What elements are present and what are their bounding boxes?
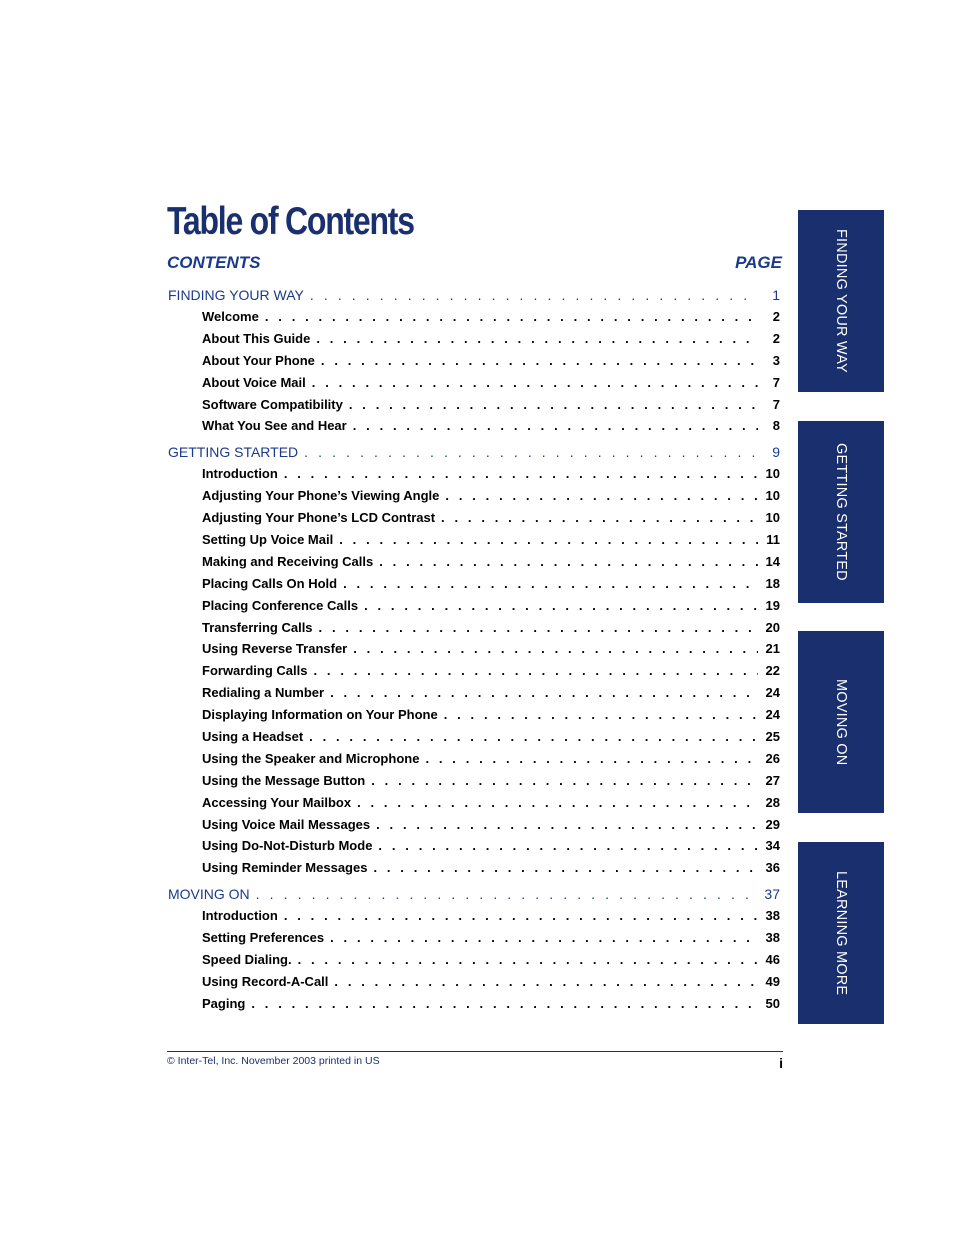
toc-entry-label: Welcome (202, 309, 259, 324)
toc-entry-label: Redialing a Number (202, 685, 325, 701)
toc-entry-page: 36 (765, 860, 780, 876)
tab-label: GETTING STARTED (833, 443, 849, 581)
toc-entry-label: Using Reverse Transfer (202, 641, 348, 657)
toc-entry[interactable] (167, 974, 781, 996)
toc-entry-label: Making and Receiving Calls (202, 553, 374, 569)
toc-entry[interactable] (167, 860, 781, 882)
dot-leader (349, 397, 758, 412)
dot-leader (251, 996, 758, 1011)
toc-entry-label: Using the Speaker and Microphone (202, 750, 420, 766)
toc-entry-label: About Your Phone (202, 352, 315, 368)
toc-entry-page: 50 (765, 995, 780, 1011)
toc-entry-label: Using Voice Mail Messages (202, 816, 371, 832)
toc-entry-label: Using a Headset (202, 729, 304, 745)
dot-leader (444, 707, 758, 722)
dot-leader (265, 309, 758, 324)
toc-entry[interactable] (167, 685, 781, 707)
toc-entry-label: Adjusting Your Phone’s LCD Contrast (202, 510, 436, 526)
toc-entry[interactable] (167, 309, 781, 331)
toc-entry[interactable] (167, 707, 781, 729)
dot-leader (321, 353, 758, 368)
toc-entry-page: 46 (765, 952, 780, 968)
dot-leader (256, 886, 758, 902)
toc-entry-page: 10 (765, 466, 780, 482)
toc-entry-page: 38 (765, 930, 780, 946)
tab-moving-on[interactable] (798, 631, 884, 813)
contents-header: CONTENTS (167, 253, 261, 272)
toc-entry-label: Using Do-Not-Disturb Mode (202, 838, 373, 854)
dot-leader (378, 838, 758, 853)
toc-entry-page: 7 (772, 396, 780, 412)
toc-entry-label: About This Guide (202, 330, 311, 346)
toc-entry[interactable] (167, 488, 781, 510)
toc-entry[interactable] (167, 510, 781, 532)
toc-section-label: GETTING STARTED (168, 444, 299, 461)
toc-entry-label: Using Record-A-Call (202, 973, 329, 989)
dot-leader (379, 554, 758, 569)
toc-section-finding-your-way[interactable] (167, 287, 781, 309)
toc-entry-page: 10 (765, 488, 780, 504)
toc-entry[interactable] (167, 375, 781, 397)
toc-entry-page: 24 (765, 685, 780, 701)
toc-entry-page: 49 (765, 973, 780, 989)
toc-entry[interactable] (167, 996, 781, 1018)
toc-entry[interactable] (167, 838, 781, 860)
toc-section-label: FINDING YOUR WAY (168, 287, 304, 303)
dot-leader (312, 375, 758, 390)
toc-entry[interactable] (167, 773, 781, 795)
toc-entry-page: 18 (765, 575, 780, 591)
dot-leader (441, 510, 758, 525)
toc-entry[interactable] (167, 331, 781, 353)
dot-leader (364, 598, 758, 613)
toc-entry[interactable] (167, 554, 781, 576)
toc-entry-label: Adjusting Your Phone’s Viewing Angle (202, 488, 440, 504)
toc-entry-page: 28 (765, 794, 780, 810)
toc-entry-page: 29 (765, 816, 780, 832)
toc-entry-page: 10 (765, 510, 780, 526)
page-title: Table of Contents (167, 200, 414, 243)
toc-entry-page: 11 (766, 532, 780, 548)
toc-entry-page: 2 (772, 330, 780, 346)
toc-entry[interactable] (167, 930, 781, 952)
dot-leader (339, 532, 758, 547)
toc-entry[interactable] (167, 532, 781, 554)
toc-entry-label: Using Reminder Messages (202, 860, 368, 876)
toc-entry-page: 14 (765, 553, 780, 569)
toc-entry-page: 22 (765, 663, 780, 679)
toc-entry-label: What You See and Hear (202, 418, 347, 434)
page-number: i (779, 1055, 783, 1071)
dot-leader (284, 908, 758, 923)
tab-learning-more[interactable] (798, 842, 884, 1024)
tab-label: FINDING YOUR WAY (833, 229, 849, 373)
dot-leader (316, 331, 758, 346)
dot-leader (373, 860, 758, 875)
toc-entry[interactable] (167, 795, 781, 817)
toc-entry-label: Transferring Calls (202, 619, 313, 635)
dot-leader (353, 641, 758, 656)
toc-entry-label: Software Compatibility (202, 396, 343, 412)
dot-leader (310, 287, 758, 303)
dot-leader (284, 466, 758, 481)
dot-leader (334, 974, 758, 989)
toc-entry-page: 21 (765, 641, 780, 657)
toc-entry-page: 34 (765, 838, 780, 854)
toc-entry-label: Paging (202, 995, 246, 1011)
copyright-notice: © Inter-Tel, Inc. November 2003 printed in US (167, 1055, 380, 1067)
dot-leader (313, 663, 758, 678)
dot-leader (425, 751, 758, 766)
dot-leader (319, 620, 758, 635)
tab-getting-started[interactable] (798, 421, 884, 603)
toc-entry[interactable] (167, 576, 781, 598)
toc-section-page: 1 (772, 287, 780, 303)
tab-label: LEARNING MORE (833, 870, 849, 996)
toc-entry[interactable] (167, 620, 781, 642)
toc-entry-page: 24 (765, 707, 780, 723)
dot-leader (353, 418, 758, 433)
dot-leader (330, 685, 758, 700)
toc-entry-label: About Voice Mail (202, 374, 306, 390)
toc-entry[interactable] (167, 663, 781, 685)
toc-entry-label: Setting Up Voice Mail (202, 532, 334, 548)
toc-entry-page: 38 (765, 908, 780, 924)
toc-entry-label: Introduction (202, 466, 278, 482)
toc-entry[interactable] (167, 353, 781, 375)
toc-entry[interactable] (167, 641, 781, 663)
dot-leader (376, 817, 758, 832)
toc-entry-page: 2 (772, 309, 780, 324)
table-of-contents (167, 287, 781, 1018)
toc-entry-page: 3 (772, 352, 780, 368)
toc-entry[interactable] (167, 466, 781, 488)
toc-entry-page: 19 (765, 597, 780, 613)
toc-entry-page: 7 (772, 374, 780, 390)
toc-entry[interactable] (167, 397, 781, 419)
toc-entry[interactable] (167, 751, 781, 773)
toc-entry[interactable] (167, 817, 781, 839)
toc-entry-label: Setting Preferences (202, 930, 325, 946)
toc-section-label: MOVING ON (168, 886, 250, 903)
footer-rule (167, 1051, 783, 1052)
toc-entry[interactable] (167, 952, 781, 974)
dot-leader (298, 952, 758, 967)
dot-leader (357, 795, 758, 810)
toc-entry-page: 26 (765, 750, 780, 766)
toc-entry-label: Placing Calls On Hold (202, 575, 338, 591)
toc-entry[interactable] (167, 418, 781, 440)
toc-entry[interactable] (167, 729, 781, 751)
page-header: PAGE (735, 253, 782, 272)
toc-section-getting-started[interactable] (167, 444, 781, 466)
toc-entry-label: Displaying Information on Your Phone (202, 707, 438, 723)
toc-entry[interactable] (167, 598, 781, 620)
dot-leader (343, 576, 758, 591)
toc-entry-label: Placing Conference Calls (202, 597, 359, 613)
tab-finding-your-way[interactable] (798, 210, 884, 392)
toc-entry-page: 25 (765, 729, 780, 745)
toc-entry-page: 27 (765, 772, 780, 788)
toc-entry-label: Introduction (202, 908, 278, 924)
toc-entry-label: Forwarding Calls (202, 663, 308, 679)
toc-entry-page: 20 (765, 619, 780, 635)
toc-section-moving-on[interactable] (167, 886, 781, 908)
dot-leader (309, 729, 758, 744)
dot-leader (304, 444, 758, 460)
dot-leader (445, 488, 758, 503)
dot-leader (371, 773, 758, 788)
toc-section-page: 37 (764, 886, 780, 903)
dot-leader (330, 930, 758, 945)
toc-section-page: 9 (772, 444, 780, 461)
tab-label: MOVING ON (833, 678, 849, 766)
toc-entry-page: 8 (772, 418, 780, 434)
toc-entry[interactable] (167, 908, 781, 930)
toc-entry-label: Accessing Your Mailbox (202, 794, 352, 810)
toc-entry-label: Using the Message Button (202, 772, 366, 788)
toc-entry-label: Speed Dialing. (202, 952, 292, 968)
